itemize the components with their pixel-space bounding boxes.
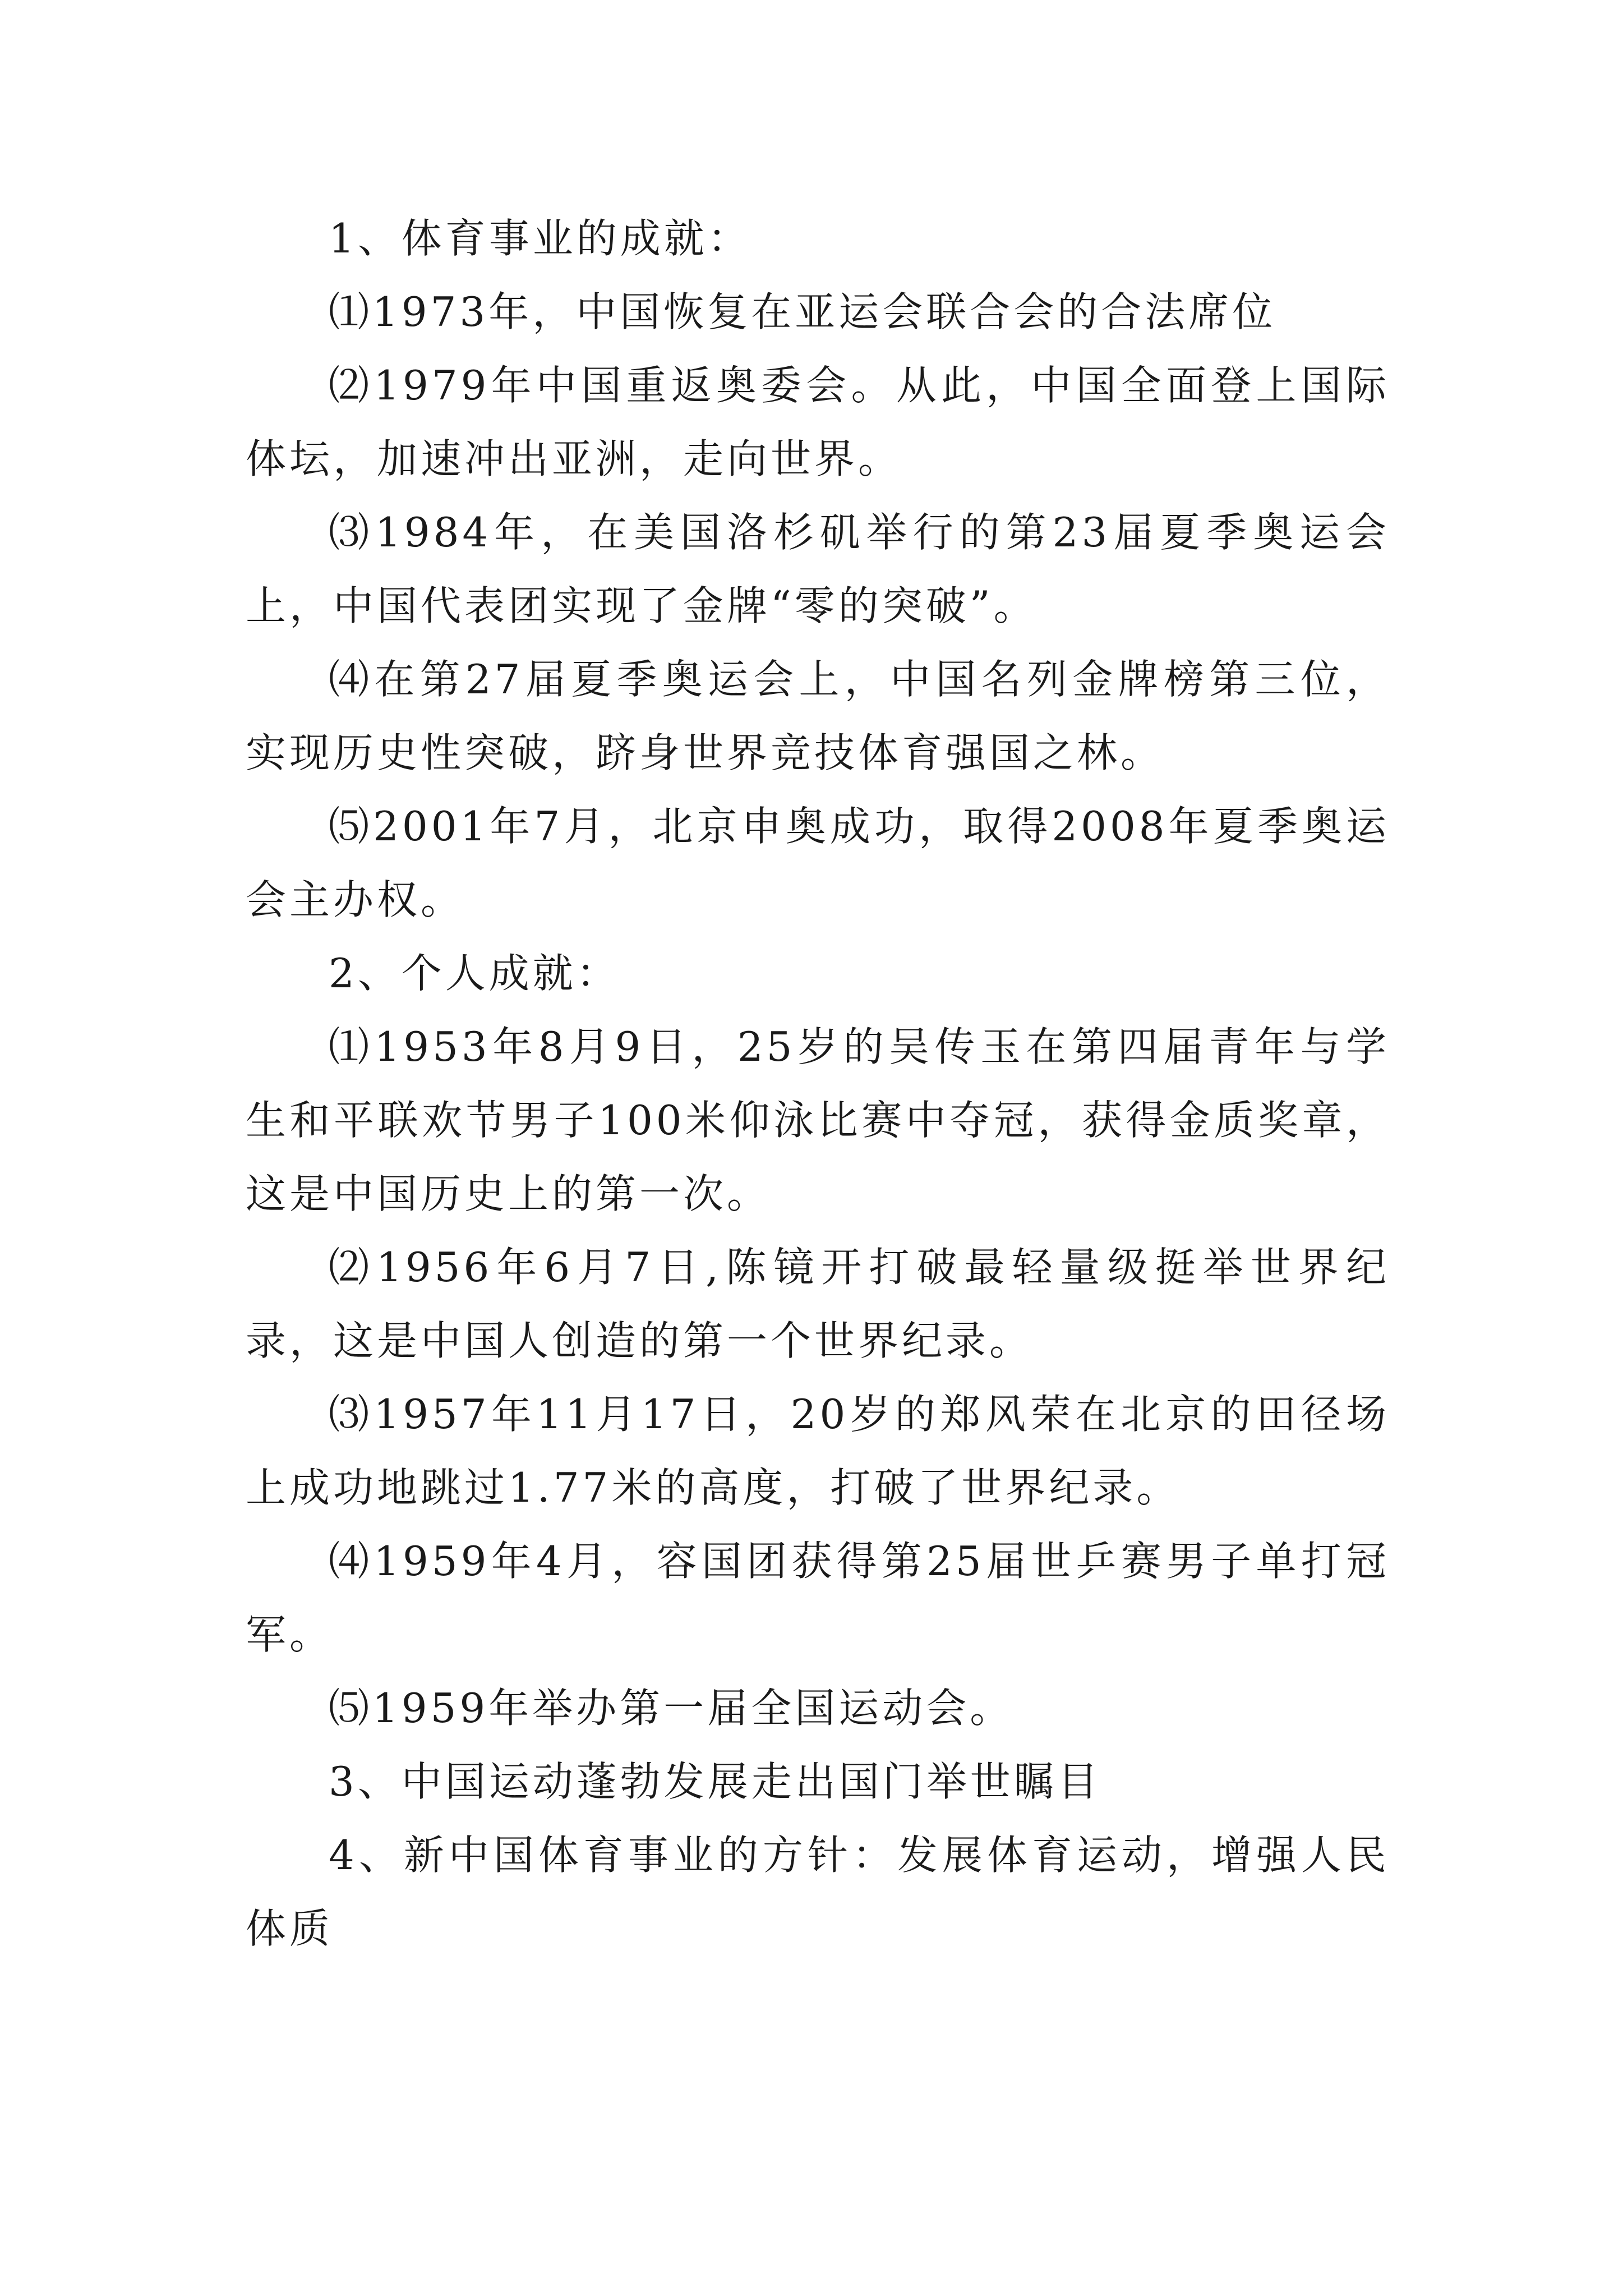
heading-policy: 4、新中国体育事业的方针：发展体育运动，增强人民体质 [246,1832,1390,1952]
item-1957: ⑶1957年11月17日，20岁的郑风荣在北京的田径场上成功地跳过1.77米的高度，打破了世界纪录。 [246,1391,1390,1511]
item-2001: ⑸2001年7月，北京申奥成功，取得2008年夏季奥运会主办权。 [246,803,1390,923]
item-1959-april: ⑷1959年4月，容国团获得第25届世乒赛男子单打冠军。 [246,1538,1390,1658]
item-27th-olympics: ⑷在第27届夏季奥运会上，中国名列金牌榜第三位，实现历史性突破，跻身世界竞技体育强国之林。 [246,656,1390,776]
heading-personal-achievements: 2、个人成就： [329,950,620,997]
item-1956: ⑵1956年6月7日,陈镜开打破最轻量级挺举世界纪录，这是中国人创造的第一个世界纪录。 [246,1244,1390,1364]
item-1953: ⑴1953年8月9日，25岁的吴传玉在第四届青年与学生和平联欢节男子100米仰泳比赛中夺冠，获得金质奖章，这是中国历史上的第一次。 [246,1023,1390,1217]
heading-sports-achievements: 1、体育事业的成就： [329,215,751,262]
item-1973: ⑴1973年，中国恢复在亚运会联合会的合法席位 [329,288,1276,335]
heading-development: 3、中国运动蓬勃发展走出国门举世瞩目 [329,1758,1101,1805]
item-1959-games: ⑸1959年举办第一届全国运动会。 [329,1685,1014,1732]
item-1979: ⑵1979年中国重返奥委会。从此，中国全面登上国际体坛，加速冲出亚洲，走向世界。 [246,362,1390,482]
document-body [246,202,1390,1966]
item-1984: ⑶1984年，在美国洛杉矶举行的第23届夏季奥运会上，中国代表团实现了金牌“零的突破”。 [246,509,1390,629]
